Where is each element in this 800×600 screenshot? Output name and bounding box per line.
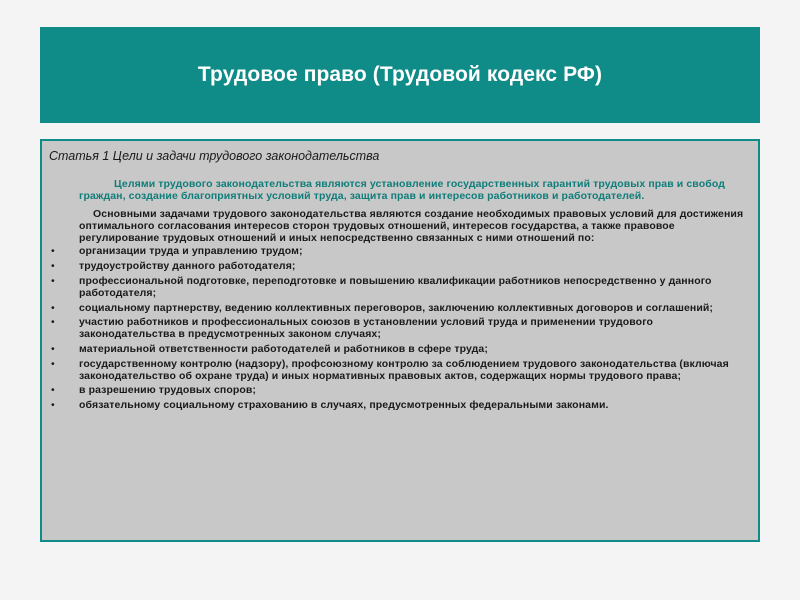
- goals-paragraph: Целями трудового законодательства являются установление государственных гарантий трудовых прав и свобод граждан, создание благоприятных условий труда, защита прав и интересов работников и работодателей.: [79, 178, 725, 202]
- bullet-icon: •: [51, 399, 55, 412]
- bullet-icon: •: [51, 384, 55, 397]
- article-content-box: [40, 139, 760, 542]
- list-item-text: организации труда и управлению трудом;: [79, 245, 303, 258]
- list-item-text: социальному партнерству, ведению коллективных переговоров, заключению коллективных договоров и соглашений;: [79, 301, 714, 314]
- list-item: [49, 261, 748, 273]
- list-item: [49, 385, 748, 397]
- list-item-text: профессиональной подготовке, переподготовке и повышению квалификации работников непосредственно у данного работодателя;: [79, 274, 712, 299]
- bullet-icon: •: [51, 316, 55, 329]
- bullet-icon: •: [51, 342, 55, 355]
- list-item: [49, 276, 748, 300]
- list-item-text: материальной ответственности работодателей и работников в сфере труда;: [79, 342, 488, 355]
- list-item-text: государственному контролю (надзору), профсоюзному контролю за соблюдением трудового законодательства (включая законодательство об охране труда) и иных нормативных правовых актов, содержащих нормы трудового права;: [79, 357, 729, 382]
- list-item: [49, 344, 748, 356]
- bullet-icon: •: [51, 260, 55, 273]
- list-item-text: трудоустройству данного работодателя;: [79, 260, 296, 273]
- bullet-icon: •: [51, 274, 55, 287]
- list-item: [49, 317, 748, 341]
- list-item-text: обязательному социальному страхованию в случаях, предусмотренных федеральными законами.: [79, 399, 609, 412]
- tasks-bullet-list: [49, 246, 748, 412]
- bullet-icon: •: [51, 357, 55, 370]
- list-item-text: в разрешению трудовых споров;: [79, 384, 257, 397]
- slide-title: Трудовое право (Трудовой кодекс РФ): [197, 63, 603, 86]
- article-title: Статья 1 Цели и задачи трудового законодательства: [49, 149, 380, 163]
- tasks-paragraph: Основными задачами трудового законодательства являются создание необходимых правовых условий для достижения оптимального согласования интересов сторон трудовых отношений, интересов государства, а также правовое регулирование трудовых отношений и иных непосредственно связанных с ними отношений по:: [79, 208, 744, 244]
- list-item: [49, 359, 748, 383]
- title-banner: [40, 27, 760, 123]
- list-item: [49, 303, 748, 315]
- list-item-text: участию работников и профессиональных союзов в установлении условий труда и применении трудового законодательства в предусмотренных законом случаях;: [79, 316, 654, 341]
- bullet-icon: •: [51, 301, 55, 314]
- bullet-icon: •: [51, 245, 55, 258]
- list-item: [49, 400, 748, 412]
- list-item: [49, 246, 748, 258]
